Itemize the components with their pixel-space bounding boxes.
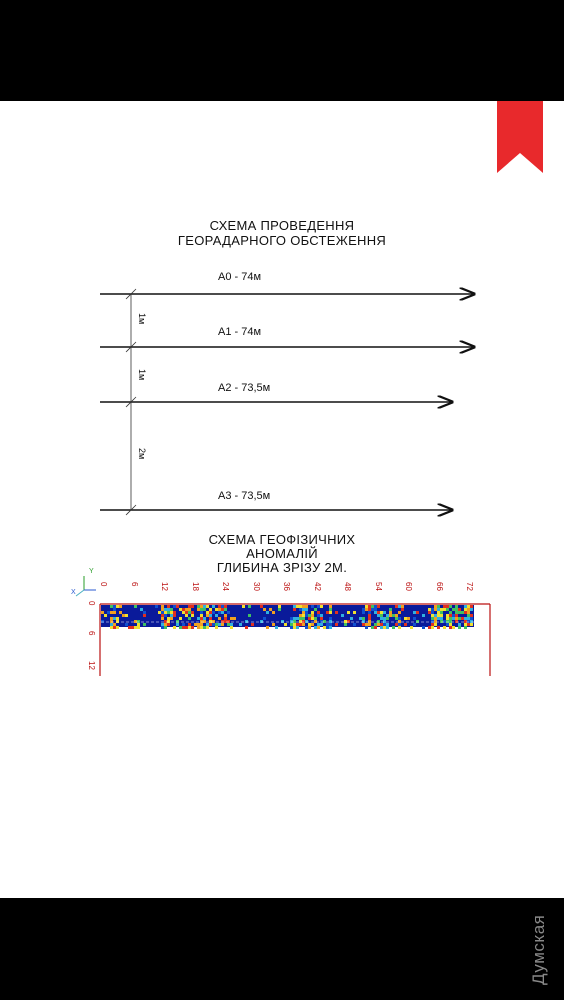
x-tick-label: 24 <box>221 582 230 591</box>
x-tick-label: 54 <box>373 582 383 591</box>
x-tick-label: 36 <box>282 582 291 591</box>
profile-label-a2: А2 - 73,5м <box>218 382 271 394</box>
x-tick-label: 60 <box>404 582 413 591</box>
x-tick-label: 30 <box>251 582 261 591</box>
axis-orientation-icon <box>76 576 96 596</box>
x-tick-label: 0 <box>99 582 108 587</box>
x-tick-label: 72 <box>465 582 474 591</box>
y-tick-label: 6 <box>87 631 96 636</box>
profile-label-a3: А3 - 73,5м <box>218 490 271 502</box>
scheme-title-line2: ГЕОРАДАРНОГО ОБСТЕЖЕННЯ <box>177 233 387 248</box>
anomaly-title-line3: ГЛИБИНА ЗРІЗУ 2М. <box>216 560 348 575</box>
x-tick-label: 12 <box>160 582 169 591</box>
scheme-title-line1: СХЕМА ПРОВЕДЕННЯ <box>209 218 355 233</box>
spacing-label-1: 1м <box>137 313 147 325</box>
watermark: Думская <box>529 914 548 985</box>
axis-y-label: Y <box>89 568 94 575</box>
spacing-label-3: 2м <box>137 448 147 460</box>
spacing-label-2: 1м <box>137 369 147 381</box>
profile-label-a1: А1 - 74м <box>218 326 262 338</box>
axis-x-label: X <box>71 589 76 596</box>
x-tick-label: 42 <box>312 582 322 591</box>
x-tick-label: 66 <box>434 582 444 591</box>
y-tick-label: 12 <box>87 661 96 670</box>
anomaly-title-line2: АНОМАЛІЙ <box>246 546 318 561</box>
x-tick-label: 18 <box>190 582 200 591</box>
y-tick-label: 0 <box>87 601 96 606</box>
anomaly-title-line1: СХЕМА ГЕОФІЗИЧНИХ <box>208 532 356 547</box>
radar-heatmap <box>101 605 474 629</box>
profile-label-a0: А0 - 74м <box>218 271 262 283</box>
x-tick-label: 6 <box>129 582 139 587</box>
x-tick-label: 48 <box>343 582 352 591</box>
